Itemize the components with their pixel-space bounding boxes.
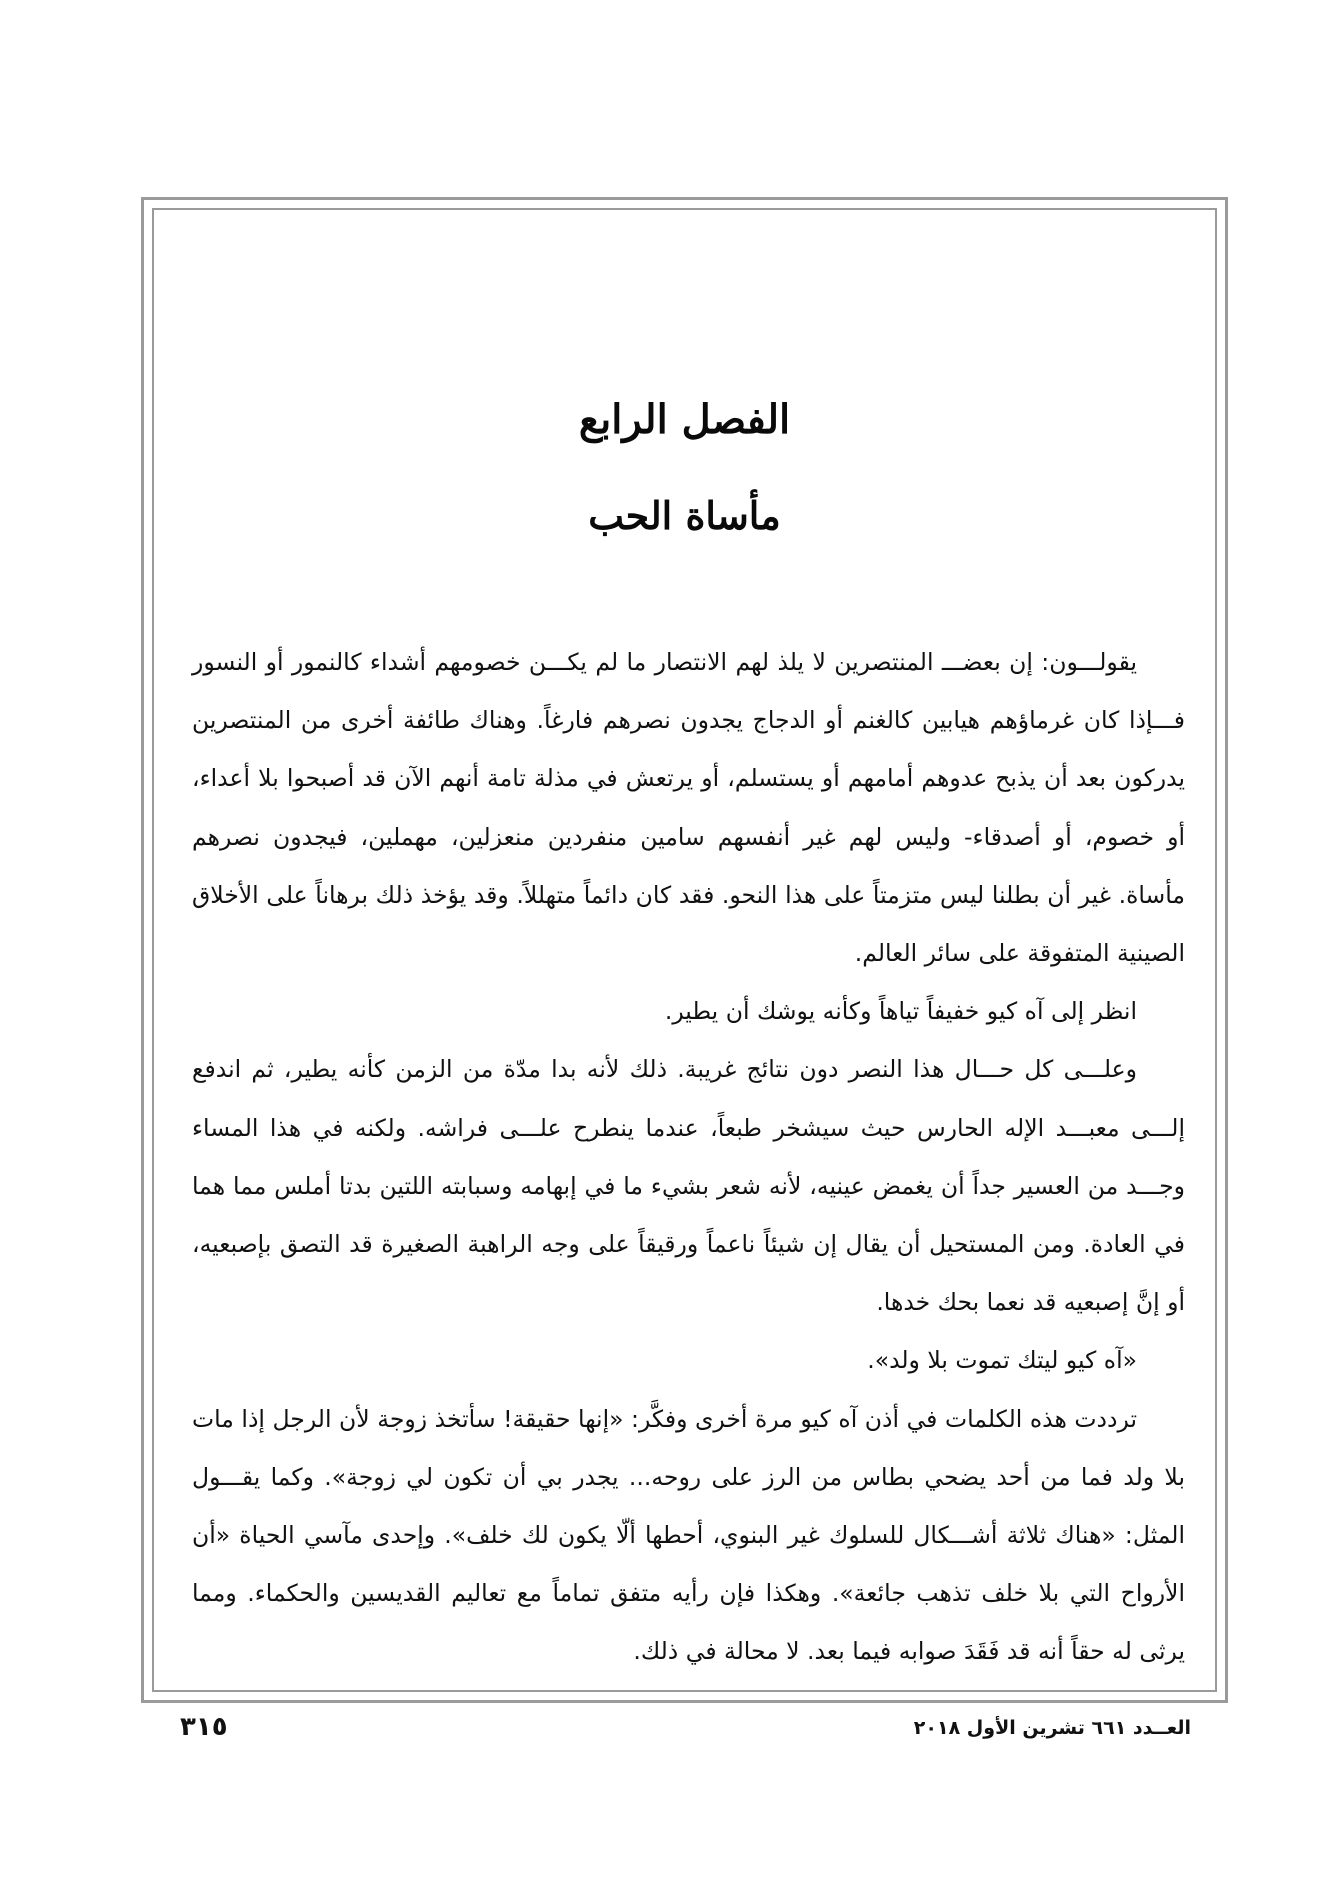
chapter-title: الفصل الرابع	[578, 396, 791, 443]
paragraph: وعلـــى كل حـــال هذا النصر دون نتائج غريبة. ذلك لأنه بدا مدّة من الزمن كأنه يطير، ثم اندفع إلـــى معبـــد الإله الحارس حيث سيشخر طبعاً، عندما ينطرح علـــى فراشه. ولكنه في هذا المساء وجـــد من العسير جداً أن يغمض عينيه، لأنه شعر بشيء ما في إبهامه وسبابته اللتين بدتا أملس مما هما في العادة. ومن المستحيل أن يقال إن شيئاً ناعماً ورقيقاً على وجه الراهبة الصغيرة قد التصق بإصبعيه، أو إنَّ إصبعيه قد نعما بحك خدها.	[192, 1055, 1185, 1317]
article-body	[192, 633, 1185, 1681]
page-number: ٣١٥	[180, 1712, 228, 1742]
paragraph: انظر إلى آه كيو خفيفاً تياهاً وكأنه يوشك أن يطير.	[664, 997, 1137, 1026]
paragraph: «آه كيو ليتك تموت بلا ولد».	[867, 1346, 1137, 1375]
paragraph: ترددت هذه الكلمات في أذن آه كيو مرة أخرى وفكَّر: «إنها حقيقة! سأتخذ زوجة لأن الرجل إذا مات بلا ولد فما من أحد يضحي بطاس من الرز على روحه... يجدر بي أن تكون لي زوجة». وكما يقـــول المثل: «هناك ثلاثة أشـــكال للسلوك غير البنوي، أحطها ألّا يكون لك خلف». وإحدى مآسي الحياة «أن الأرواح التي بلا خلف تذهب جائعة». وهكذا فإن رأيه متفق تماماً مع تعاليم القديسين والحكماء. ومما يرثى له حقاً أنه قد فَقَدَ صوابه فيما بعد. لا محالة في ذلك.	[192, 1404, 1185, 1666]
chapter-subtitle: مأساة الحب	[588, 493, 781, 538]
issue-info: العــدد ٦٦١ تشرين الأول ٢٠١٨	[913, 1717, 1191, 1739]
paragraph: يقولـــون: إن بعضـــ المنتصرين لا يلذ لهم الانتصار ما لم يكـــن خصومهم أشداء كالنمور أو النسور فـــإذا كان غرماؤهم هيابين كالغنم أو الدجاج يجدون نصرهم فارغاً. وهناك طائفة أخرى من المنتصرين يدركون بعد أن يذبح عدوهم أمامهم أو يستسلم، أو يرتعش في مذلة تامة أنهم الآن قد أصبحوا بلا أعداء، أو خصوم، أو أصدقاء- وليس لهم غير أنفسهم سامين منفردين منعزلين، مهملين، فيجدون نصرهم مأساة. غير أن بطلنا ليس متزمتاً على هذا النحو. فقد كان دائماً متهللاً. وقد يؤخذ ذلك برهاناً على الأخلاق الصينية المتفوقة على سائر العالم.	[192, 648, 1185, 968]
